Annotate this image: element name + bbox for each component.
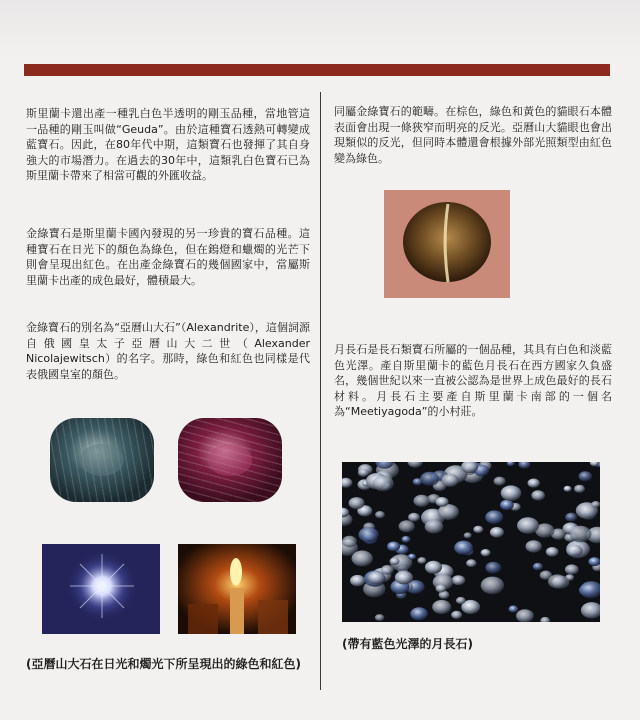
paragraph-catseye: 同屬金綠寶石的範疇。在棕色，綠色和黃色的貓眼石本體表面會出現一條狹窄而明亮的反光。亞曆山大貓眼也會出現類似的反光，但同時本體還會根據外部光照類型由紅色變為綠色。 [334, 105, 612, 165]
moonstone-pebble [452, 575, 465, 585]
moonstone-pebble [591, 501, 600, 508]
moonstone-pebble [352, 551, 373, 567]
moonstone-pebble [359, 527, 379, 542]
alexandrite-red-image [174, 414, 286, 508]
moonstone-pebble [501, 485, 522, 500]
moonstone-pebble [375, 511, 385, 518]
alexandrite-green-image [46, 412, 158, 508]
moonstone-pebble [425, 561, 442, 574]
moonstone-pebble [565, 513, 577, 522]
moonstone-pebble [580, 581, 600, 598]
moonstone-pebble [546, 547, 559, 557]
moonstone-pebble [500, 500, 514, 510]
moonstone-pebble [579, 471, 593, 481]
moonstone-pebble [516, 609, 534, 622]
moonstone-pebble [454, 541, 473, 555]
candlelight-image [178, 544, 296, 634]
moonstone-pebble [451, 611, 462, 619]
moonstone-pebble [481, 549, 491, 556]
catseye-image [384, 190, 510, 298]
moonstone-pebble [399, 520, 415, 532]
moonstone-pebble [342, 478, 352, 488]
moonstone-pebble [526, 540, 542, 552]
moonstone-pebble [375, 614, 384, 621]
left-column-3 [26, 320, 310, 382]
moonstone-pebble [358, 469, 369, 477]
paragraph-moonstone: 月長石是長石類寶石所屬的一個品種，其具有白色和淡藍色光澤。產自斯里蘭卡的藍色月長石在西方國家久負盛名，幾個世紀以來一直被公認為是世界上成色最好的長石材料。月長石主要產自斯里蘭卡南部的一個名為“Meetiyagoda”的小村莊。 [334, 343, 612, 418]
moonstone-pebble [565, 564, 579, 574]
moonstone-pebble [548, 574, 567, 588]
moonstone-pebble [342, 536, 357, 547]
moonstone-pebble [466, 559, 476, 567]
moonstone-pebble [507, 462, 515, 466]
moonstone-pebble [531, 490, 545, 500]
moonstone-pebble [517, 517, 539, 533]
moonstone-pebble [408, 513, 420, 522]
moonstone-pebble [436, 585, 447, 593]
moonstone-pebble [417, 557, 426, 564]
right-column-2 [334, 342, 612, 420]
page-top-bleed [0, 0, 640, 58]
moonstone-pebble [410, 607, 428, 620]
moonstone-pebble [464, 532, 472, 538]
left-column-2 [26, 226, 310, 288]
moonstone-pebble [368, 571, 385, 584]
moonstone-pebble [432, 600, 451, 614]
moonstone-pebble [540, 617, 550, 622]
right-column [334, 104, 612, 166]
sunlight-image [42, 544, 160, 634]
paragraph-geuda: 斯里蘭卡還出產一種乳白色半透明的剛玉品種，當地管這一品種的剛玉叫做“Geuda”。由於這種寶石透熱可轉變成藍寶石。因此，在80年代中期，這類寶石也發揮了其自身強大的市場潛力。在過去的30年中，這類乳白色寶石已為斯里蘭卡帶來了相當可觀的外匯收益。 [26, 107, 310, 182]
moonstone-pebble [494, 477, 506, 486]
moonstone-pebble [349, 497, 365, 509]
moonstone-pebble [481, 577, 504, 595]
moonstone-image [342, 462, 600, 622]
moonstone-pebble [425, 520, 444, 534]
moonstone-pebble [395, 571, 413, 585]
moonstone-pebble [509, 605, 519, 612]
moonstone-pebble [373, 476, 394, 492]
moonstone-pebble [350, 575, 365, 586]
left-column [26, 106, 310, 184]
moonstone-pebble [566, 545, 582, 557]
moonstone-pebble [581, 602, 600, 618]
moonstone-pebble [490, 527, 504, 538]
moonstone-pebble [456, 597, 466, 604]
moonstone-pebble [436, 497, 449, 507]
moonstone-pebble [528, 479, 540, 488]
moonstone-pebble [485, 562, 501, 574]
right-image-caption: (帶有藍色光澤的月長石) [342, 637, 473, 651]
header-rule [24, 64, 610, 76]
moonstone-pebble [381, 565, 394, 575]
moonstone-pebble [387, 542, 400, 552]
moonstone-pebble [574, 485, 585, 493]
column-divider [320, 92, 321, 690]
moonstone-pebble [408, 462, 423, 468]
moonstone-pebble [570, 526, 592, 542]
moonstone-pebble [533, 563, 543, 571]
moonstone-pebble [413, 478, 423, 485]
moonstone-pebble [564, 486, 572, 492]
moonstone-pebble [519, 462, 531, 469]
paragraph-alexandrite: 金綠寶石的別名為“亞曆山大石”（Alexandrite），這個詞源自俄國皇太子亞曆山大二世（Alexander Nicolajewitsch）的名字。那時，綠色和紅色也同樣是代表俄國皇室的顏色。 [26, 321, 310, 381]
moonstone-pebble [402, 536, 411, 543]
moonstone-pebble [473, 526, 483, 533]
paragraph-chrysoberyl: 金綠寶石是斯里蘭卡國內發現的另一珍貴的寶石品種。這種寶石在日光下的顏色為綠色，但在鎢燈和蠟燭的光芒下則會呈現出紅色。在出產金綠寶石的幾個國家中，當屬斯里蘭卡出產的成色最好，體積最大。 [26, 227, 310, 287]
moonstone-pebble [588, 557, 600, 566]
moonstone-pebble [408, 554, 416, 560]
left-image-caption: (亞曆山大石在日光和燭光下所呈現出的綠色和紅色) [26, 657, 301, 671]
moonstone-pebble [442, 474, 459, 487]
moonstone-pebble [414, 495, 430, 507]
moonstone-pebble [420, 472, 439, 486]
moonstone-pebble [390, 558, 400, 565]
moonstone-pebble [485, 510, 503, 524]
